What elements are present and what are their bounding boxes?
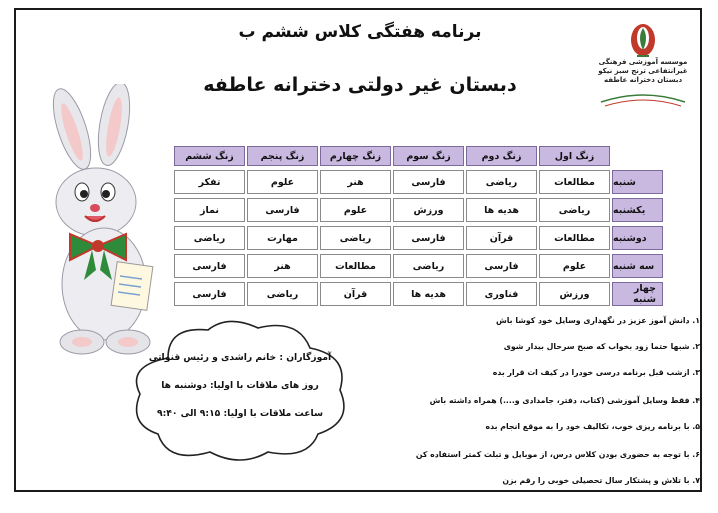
table-row [174,254,663,280]
day-label: شنبه [612,170,663,194]
school-name: دبستان غیر دولتی دخترانه عاطفه [203,74,517,96]
school-logo [597,20,689,116]
class-cell: فارسی [174,254,245,278]
class-cell: نماز [174,198,245,222]
day-label: سه شنبه [612,254,663,278]
list-item: ۵. با برنامه ریزی خوب، تکالیف خود را به موقع انجام بده [485,422,700,431]
teachers-text: آموزگاران : خانم راشدی و رئیس قنواتی [148,352,332,363]
period-header: زنگ پنجم [247,146,318,166]
class-cell: فارسی [174,282,245,306]
class-cell: مهارت [247,226,318,250]
period-header: زنگ چهارم [320,146,391,166]
logo-swoosh-icon [597,90,689,110]
class-cell: فارسی [466,254,537,278]
list-item: ۷. با تلاش و پشتکار سال تحصیلی خوبی را رقم بزن [502,476,700,485]
logo-caption [597,58,689,85]
class-cell: ریاضی [539,198,610,222]
day-label: چهار شنبه [612,282,663,306]
table-row [174,226,663,252]
class-cell: ریاضی [320,226,391,250]
logo-emblem-icon [597,20,689,60]
class-cell: علوم [247,170,318,194]
logo-line-1: موسسه آموزشی فرهنگی [598,58,688,66]
class-cell: ریاضی [174,226,245,250]
class-cell: فارسی [247,198,318,222]
period-header: زنگ سوم [393,146,464,166]
weekly-schedule-table [174,146,663,310]
list-item: ۱. دانش آموز عزیز در نگهداری وسایل خود کوشا باش [496,316,700,325]
class-cell: ریاضی [247,282,318,306]
class-cell: ریاضی [393,254,464,278]
table-header-row [174,146,663,172]
list-item: ۳. ازشب قبل برنامه درسی خودرا در کیف ات قرار بده [492,368,700,377]
class-cell: قرآن [466,226,537,250]
class-cell: علوم [539,254,610,278]
list-item: ۲. شبها حتما زود بخواب که صبح سرحال بیدار شوی [503,342,700,351]
class-cell: هنر [247,254,318,278]
period-header: زنگ دوم [466,146,537,166]
day-label: دوشنبه [612,226,663,250]
logo-line-2: غیرانتفاعی ترنج سبز نیکو [598,67,688,75]
class-cell: علوم [320,198,391,222]
class-cell: ورزش [393,198,464,222]
class-cell: هدیه ها [466,198,537,222]
meeting-day-text: روز های ملاقات با اولیا: دوشنبه ها [161,380,319,391]
class-cell: هدیه ها [393,282,464,306]
class-cell: تفکر [174,170,245,194]
class-cell: فناوری [466,282,537,306]
table-row [174,282,663,308]
class-cell: قرآن [320,282,391,306]
class-cell: ریاضی [466,170,537,194]
period-header: زنگ اول [539,146,610,166]
table-row [174,170,663,196]
class-cell: فارسی [393,170,464,194]
meeting-time-text: ساعت ملاقات با اولیا: ۹:۱۵ الی ۹:۴۰ [156,408,324,419]
class-cell: مطالعات [320,254,391,278]
class-cell: فارسی [393,226,464,250]
table-row [174,198,663,224]
list-item: ۴. فقط وسایل آموزشی (کتاب، دفتر، جامدادی و....) همراه داشته باش [429,396,700,405]
class-cell: مطالعات [539,170,610,194]
logo-line-3: دبستان دخترانه عاطفه [603,76,683,84]
class-cell: مطالعات [539,226,610,250]
day-label: یکشنبه [612,198,663,222]
period-header: زنگ ششم [174,146,245,166]
page-title: برنامه هفتگی کلاس ششم ب [238,22,482,42]
list-item: ۶. با توجه به حضوری بودن کلاس درس، از موبایل و تبلت کمتر استفاده کن [415,450,700,459]
class-cell: ورزش [539,282,610,306]
class-cell: هنر [320,170,391,194]
